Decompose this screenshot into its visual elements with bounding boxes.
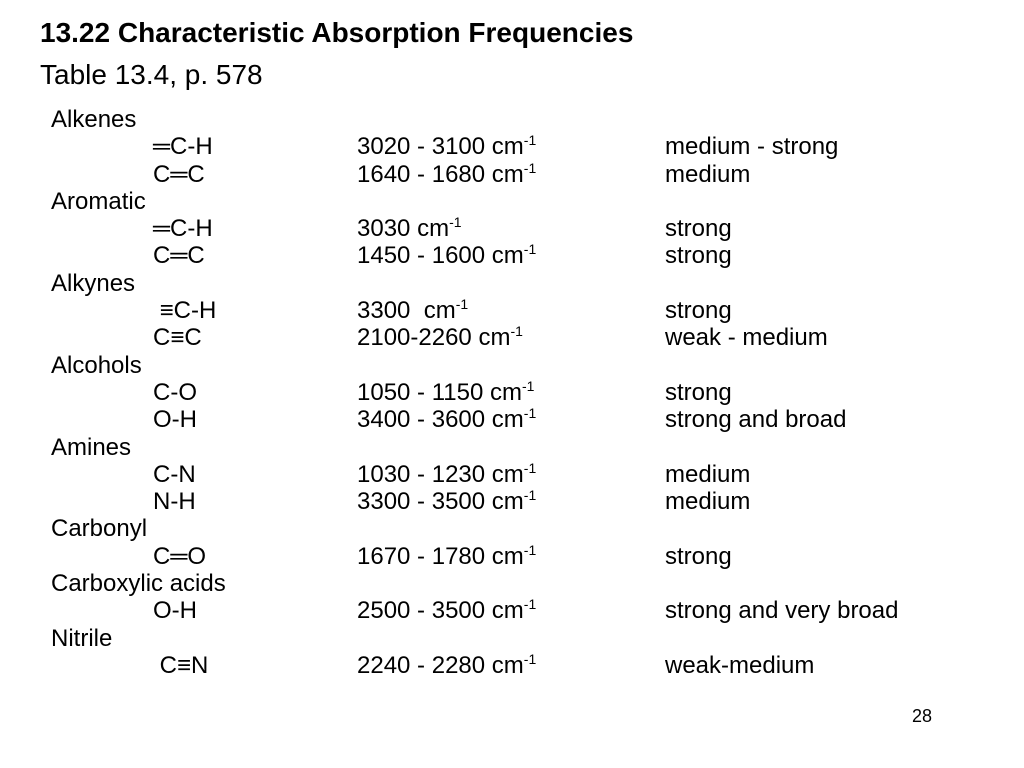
- frequency-range: 1670 - 1780: [357, 542, 492, 570]
- bond-type: C═C: [153, 160, 205, 188]
- unit-exponent: -1: [455, 296, 469, 313]
- group-label: Alkenes: [51, 106, 137, 133]
- frequency-cell: [357, 543, 536, 570]
- unit-exponent: -1: [523, 132, 537, 149]
- frequency-unit: [424, 297, 468, 324]
- unit-base: cm: [490, 378, 522, 406]
- frequency-range: 3400 - 3600: [357, 406, 492, 434]
- slide-subtitle: Table 13.4, p. 578: [40, 59, 263, 90]
- bond-type: C-N: [153, 460, 196, 488]
- unit-base: cm: [417, 215, 450, 243]
- unit-base: cm: [491, 542, 524, 570]
- frequency-unit: [492, 488, 536, 515]
- group-label: Carboxylic acids: [51, 570, 226, 598]
- frequency-unit: [492, 597, 536, 624]
- unit-exponent: -1: [523, 159, 537, 176]
- frequency-unit: [492, 652, 536, 679]
- absorption-intensity: weak - medium: [665, 324, 828, 352]
- frequency-range: 3030: [357, 215, 418, 243]
- frequency-cell: [357, 133, 536, 160]
- frequency-cell: [357, 597, 536, 624]
- unit-exponent: -1: [522, 377, 535, 394]
- unit-exponent: -1: [523, 459, 537, 476]
- frequency-range: 2240 - 2280: [357, 651, 492, 679]
- bond-type: O-H: [153, 406, 197, 434]
- frequency-unit: [492, 406, 536, 433]
- bond-type: ═C-H: [153, 133, 213, 161]
- unit-base: cm: [491, 651, 524, 679]
- absorption-intensity: strong: [665, 542, 732, 570]
- frequency-range: 1450 - 1600: [357, 242, 492, 270]
- frequency-cell: [357, 652, 536, 679]
- absorption-intensity: strong: [665, 378, 732, 406]
- unit-base: cm: [478, 324, 511, 352]
- bond-type: C-O: [153, 378, 197, 406]
- unit-base: cm: [423, 297, 456, 325]
- frequency-unit: [490, 379, 534, 406]
- unit-exponent: -1: [523, 541, 537, 558]
- unit-exponent: -1: [523, 241, 537, 258]
- unit-base: cm: [491, 242, 524, 270]
- frequency-cell: [357, 406, 536, 433]
- absorption-intensity: medium: [665, 488, 751, 516]
- unit-exponent: -1: [523, 405, 537, 422]
- frequency-range: 1640 - 1680: [357, 160, 492, 188]
- unit-base: cm: [491, 160, 524, 188]
- bond-type: C═C: [153, 242, 205, 270]
- frequency-range: 3020 - 3100: [357, 133, 492, 161]
- bond-type: C≡C: [153, 324, 202, 352]
- frequency-cell: [357, 379, 534, 406]
- frequency-range: 3300 - 3500: [357, 488, 492, 516]
- unit-base: cm: [491, 488, 524, 516]
- absorption-intensity: medium: [665, 160, 751, 188]
- bond-type: O-H: [153, 597, 197, 625]
- absorption-intensity: strong and broad: [665, 406, 847, 434]
- unit-exponent: -1: [523, 487, 537, 504]
- absorption-intensity: strong: [665, 215, 732, 243]
- absorption-intensity: medium - strong: [665, 133, 839, 161]
- frequency-cell: [357, 297, 468, 324]
- frequency-cell: [357, 242, 536, 269]
- group-label: Nitrile: [51, 624, 113, 652]
- frequency-unit: [492, 161, 536, 188]
- frequency-unit: [478, 324, 522, 351]
- slide-title: 13.22 Characteristic Absorption Frequencies: [40, 17, 634, 48]
- absorption-intensity: strong: [665, 242, 732, 270]
- group-label: Carbonyl: [51, 515, 148, 543]
- frequency-range: 1030 - 1230: [357, 460, 492, 488]
- frequency-unit: [492, 133, 536, 160]
- frequency-cell: [357, 461, 536, 488]
- frequency-range: 3300: [357, 297, 424, 325]
- frequency-cell: [357, 488, 536, 515]
- frequency-cell: [357, 324, 523, 351]
- bond-type: C═O: [153, 542, 207, 570]
- frequency-cell: [357, 215, 462, 242]
- group-label: Amines: [51, 433, 132, 461]
- absorption-intensity: strong and very broad: [665, 597, 899, 625]
- bond-type: N-H: [153, 488, 196, 516]
- bond-type: ═C-H: [153, 215, 213, 243]
- frequency-unit: [492, 461, 536, 488]
- absorption-intensity: strong: [665, 297, 732, 325]
- frequency-cell: [357, 161, 536, 188]
- frequency-range: 1050 - 1150: [357, 378, 490, 406]
- group-label: Alcohols: [51, 351, 142, 379]
- page-number: 28: [912, 706, 933, 726]
- unit-exponent: -1: [510, 323, 523, 340]
- frequency-unit: [492, 543, 536, 570]
- group-label: Aromatic: [51, 187, 146, 215]
- unit-exponent: -1: [449, 214, 462, 231]
- unit-base: cm: [491, 133, 524, 161]
- unit-base: cm: [491, 406, 524, 434]
- frequency-unit: [492, 242, 536, 269]
- unit-exponent: -1: [523, 650, 537, 667]
- group-label: Alkynes: [51, 269, 136, 297]
- absorption-intensity: medium: [665, 460, 751, 488]
- unit-base: cm: [491, 597, 524, 625]
- bond-type: C≡N: [153, 651, 209, 679]
- unit-base: cm: [491, 460, 524, 488]
- unit-exponent: -1: [523, 596, 537, 613]
- frequency-range: 2500 - 3500: [357, 597, 492, 625]
- absorption-intensity: weak-medium: [665, 651, 815, 679]
- frequency-unit: [417, 215, 461, 242]
- bond-type: ≡C-H: [153, 297, 217, 325]
- frequency-range: 2100-2260: [357, 324, 479, 352]
